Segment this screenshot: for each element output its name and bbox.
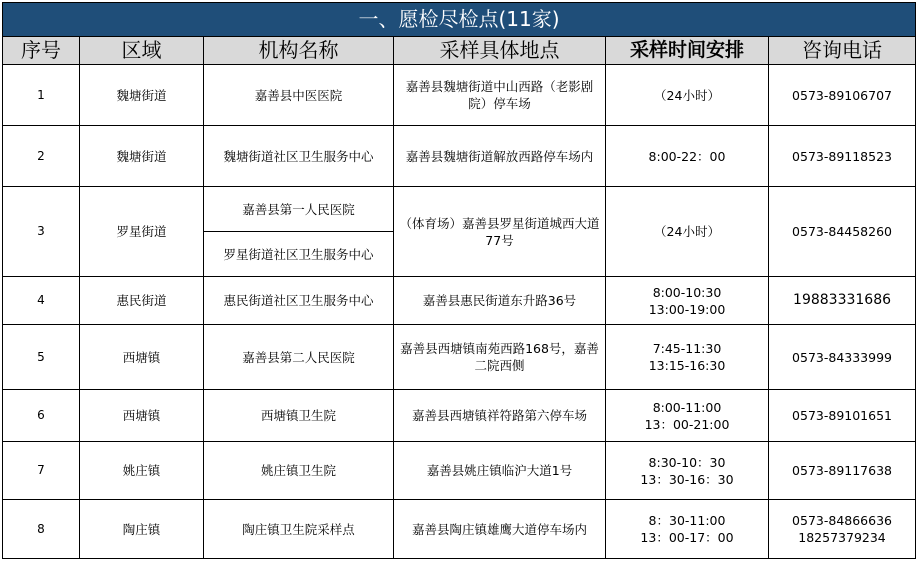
header-site: 采样具体地点 (394, 37, 606, 65)
cell-phone (769, 126, 916, 187)
cell-time (606, 187, 769, 277)
cell-time (606, 500, 769, 559)
cell-line: 7:45-11:30 (652, 341, 722, 356)
cell-line: 8:00-10:30 (652, 284, 722, 300)
cell-no: 3 (3, 187, 80, 277)
cell-org: 嘉善县第一人民医院 (204, 187, 394, 232)
cell-line: 0573-89106707 (792, 87, 892, 103)
cell-time (606, 277, 769, 325)
table-title: 一、愿检尽检点(11家) (3, 3, 916, 37)
cell-org: 陶庄镇卫生院采样点 (204, 500, 394, 559)
cell-line: 13：00-21:00 (644, 416, 730, 432)
cell-area: 魏塘街道 (80, 65, 204, 126)
cell-time (606, 390, 769, 442)
cell-line: 0573-84458260 (792, 224, 892, 239)
cell-no: 7 (3, 442, 80, 500)
cell-org: 罗星街道社区卫生服务中心 (204, 232, 394, 277)
cell-line: 8:30-10：30 (648, 454, 726, 470)
cell-site: 嘉善县惠民街道东升路36号 (394, 277, 606, 325)
cell-phone (769, 442, 916, 500)
table-body (3, 65, 916, 559)
cell-org: 魏塘街道社区卫生服务中心 (204, 126, 394, 187)
cell-area: 西塘镇 (80, 325, 204, 390)
cell-site: 嘉善县西塘镇南苑西路168号，嘉善二院西侧 (394, 325, 606, 390)
cell-phone (769, 390, 916, 442)
cell-org: 西塘镇卫生院 (204, 390, 394, 442)
cell-site: 嘉善县陶庄镇雄鹰大道停车场内 (394, 500, 606, 559)
cell-phone (769, 65, 916, 126)
testing-sites-table (2, 2, 916, 559)
cell-time (606, 325, 769, 390)
cell-line: 0573-89101651 (792, 408, 892, 423)
cell-line: 8:00-11:00 (652, 399, 722, 415)
cell-line: 18257379234 (798, 530, 886, 545)
cell-line: 0573-84333999 (792, 349, 892, 365)
cell-phone (769, 187, 916, 277)
cell-area: 西塘镇 (80, 390, 204, 442)
cell-site: 嘉善县魏塘街道中山西路（老影剧院）停车场 (394, 65, 606, 126)
cell-time (606, 442, 769, 500)
cell-phone (769, 325, 916, 390)
cell-org: 姚庄镇卫生院 (204, 442, 394, 500)
cell-area: 罗星街道 (80, 187, 204, 277)
table-row (3, 65, 916, 126)
cell-no: 5 (3, 325, 80, 390)
cell-time (606, 126, 769, 187)
cell-line: 13：30-16：30 (640, 471, 734, 487)
table-row (3, 126, 916, 187)
cell-site: （体育场）嘉善县罗星街道城西大道77号 (394, 187, 606, 277)
cell-line: （24小时） (654, 87, 720, 103)
cell-no: 6 (3, 390, 80, 442)
cell-area: 陶庄镇 (80, 500, 204, 559)
cell-org: 嘉善县第二人民医院 (204, 325, 394, 390)
cell-area: 姚庄镇 (80, 442, 204, 500)
table-row (3, 390, 916, 442)
title-row (3, 3, 916, 37)
cell-line: 0573-84866636 (792, 513, 892, 528)
cell-phone (769, 500, 916, 559)
testing-sites-sheet (2, 2, 915, 559)
cell-time (606, 65, 769, 126)
cell-site: 嘉善县魏塘街道解放西路停车场内 (394, 126, 606, 187)
cell-no: 4 (3, 277, 80, 325)
header-time: 采样时间安排 (606, 37, 769, 65)
cell-line: 0573-89117638 (792, 463, 892, 478)
cell-line: （24小时） (654, 224, 720, 239)
cell-no: 8 (3, 500, 80, 559)
table-row (3, 187, 916, 232)
table-row (3, 325, 916, 390)
table-row (3, 277, 916, 325)
cell-site: 嘉善县西塘镇祥符路第六停车场 (394, 390, 606, 442)
header-phone: 咨询电话 (769, 37, 916, 65)
cell-no: 1 (3, 65, 80, 126)
header-row (3, 37, 916, 65)
table-row (3, 500, 916, 559)
header-org: 机构名称 (204, 37, 394, 65)
cell-org: 嘉善县中医医院 (204, 65, 394, 126)
header-area: 区域 (80, 37, 204, 65)
cell-line: 13:15-16:30 (648, 358, 726, 373)
cell-line: 13：00-17：00 (640, 530, 734, 545)
cell-area: 魏塘街道 (80, 126, 204, 187)
cell-phone (769, 277, 916, 325)
cell-line: 8:00-22：00 (648, 148, 726, 164)
cell-site: 嘉善县姚庄镇临沪大道1号 (394, 442, 606, 500)
cell-org: 惠民街道社区卫生服务中心 (204, 277, 394, 325)
cell-line: 0573-89118523 (792, 148, 892, 164)
table-row (3, 442, 916, 500)
cell-line: 19883331686 (793, 292, 892, 308)
header-no: 序号 (3, 37, 80, 65)
cell-area: 惠民街道 (80, 277, 204, 325)
cell-no: 2 (3, 126, 80, 187)
cell-line: 13:00-19:00 (648, 301, 726, 317)
cell-line: 8：30-11:00 (648, 513, 726, 528)
